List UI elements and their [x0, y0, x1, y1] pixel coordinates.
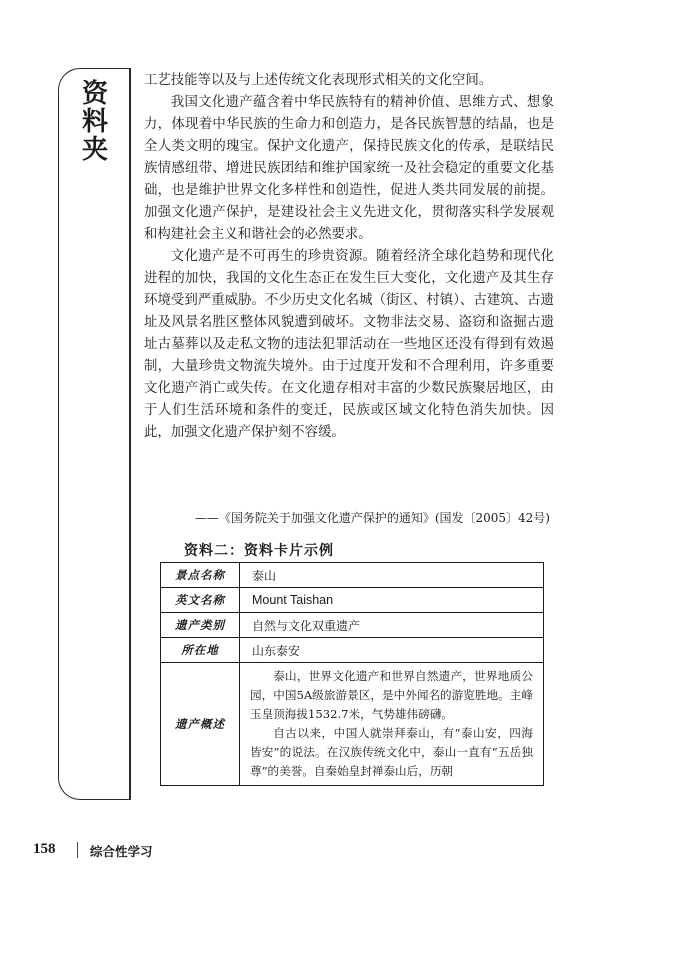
table-row [161, 563, 544, 588]
sidebar-title [72, 80, 118, 164]
row-value: Mount Taishan [240, 588, 544, 613]
row-label: 遗产类别 [161, 613, 240, 638]
sidebar-frame [58, 68, 130, 800]
row-label: 英文名称 [161, 588, 240, 613]
sidebar-title-char: 料 [81, 107, 108, 137]
sidebar-title-char: 资 [81, 79, 108, 109]
table-row [161, 588, 544, 613]
table-row [161, 613, 544, 638]
row-value: 泰山 [240, 563, 544, 588]
sidebar-title-char: 夹 [81, 135, 108, 165]
overview-cell [240, 663, 544, 786]
row-value: 山东泰安 [240, 638, 544, 663]
paragraph-continued: 工艺技能等以及与上述传统文化表现形式相关的文化空间。 [144, 73, 493, 88]
section-name: 综合性学习 [90, 844, 153, 859]
card-title: 资料二：资料卡片示例 [184, 543, 334, 559]
table-row [161, 663, 544, 786]
paragraph-heritage-value: 我国文化遗产蕴含着中华民族特有的精神价值、思维方式、想象力，体现着中华民族的生命力和创造力，是各民族智慧的结晶，也是全人类文明的瑰宝。保护文化遗产，保持民族文化的传承，是联结民族情感纽带、增进民族团结和维护国家统一及社会稳定的重要文化基础，也是维护世界文化多样性和创造性，促进人类共同发展的前提。加强文化遗产保护，是建设社会主义先进文化，贯彻落实科学发展观和构建社会主义和谐社会的必然要求。 [144, 95, 554, 242]
row-label: 遗产概述 [161, 663, 240, 786]
paragraph-heritage-threat: 文化遗产是不可再生的珍贵资源。随着经济全球化趋势和现代化进程的加快，我国的文化生态正在发生巨大变化，文化遗产及其生存环境受到严重威胁。不少历史文化名城（街区、村镇）、古建筑、古遗址及风景名胜区整体风貌遭到破坏。文物非法交易、盗窃和盗掘古遗址古墓葬以及走私文物的违法犯罪活动在一些地区还没有得到有效遏制，大量珍贵文物流失境外。由于过度开发和不合理利用，许多重要文化遗产消亡或失传。在文化遗存相对丰富的少数民族聚居地区，由于人们生活环境和条件的变迁，民族或区域文化特色消失加快。因此，加强文化遗产保护刻不容缓。 [144, 249, 554, 440]
row-value: 自然与文化双重遗产 [240, 613, 544, 638]
page-number: 158 [33, 841, 56, 857]
sidebar-divider [129, 68, 131, 800]
overview-paragraph: 自古以来，中国人就崇拜泰山，有“泰山安，四海皆安”的说法。在汉族传统文化中，泰山一直有“五岳独尊”的美誉。自秦始皇封禅泰山后，历朝 [250, 726, 533, 778]
table-row [161, 638, 544, 663]
overview-paragraph: 泰山，世界文化遗产和世界自然遗产，世界地质公园，中国5A级旅游景区，是中外闻名的游览胜地。主峰玉皇顶海拔1532.7米，气势雄伟磅礴。 [250, 669, 533, 721]
row-label: 所在地 [161, 638, 240, 663]
info-card-table [160, 562, 544, 786]
article-body [144, 70, 554, 444]
row-label: 景点名称 [161, 563, 240, 588]
footer-divider [77, 842, 78, 858]
source-citation: ——《国务院关于加强文化遗产保护的通知》(国发〔2005〕42号) [194, 511, 550, 525]
